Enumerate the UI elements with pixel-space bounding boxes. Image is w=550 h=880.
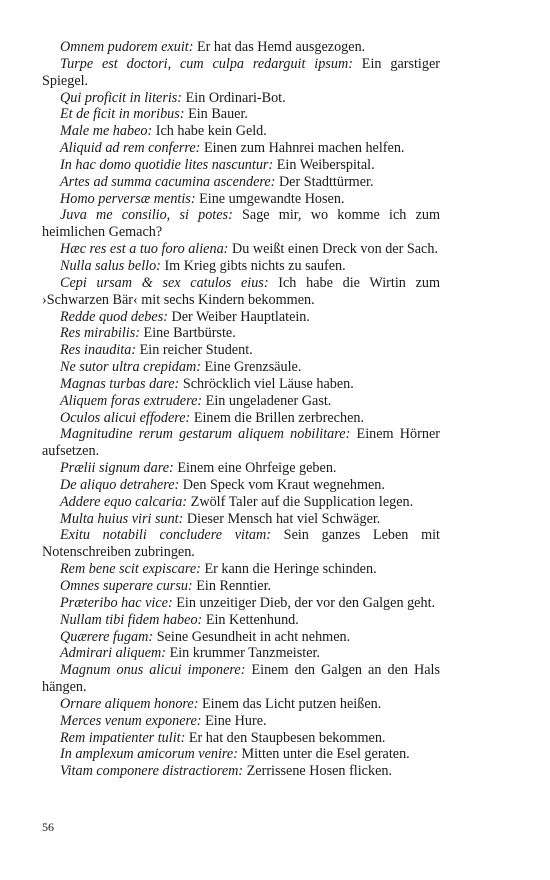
german-translation: Einen zum Hahnrei machen helfen.: [200, 140, 405, 157]
proverb-entry: [42, 174, 440, 191]
latin-phrase: Præteribo hac vice:: [60, 594, 173, 611]
latin-phrase: Quærere fugam:: [60, 628, 154, 645]
german-translation: Ein krummer Tanzmeister.: [166, 645, 320, 662]
german-translation: Ich habe kein Geld.: [152, 123, 267, 140]
proverb-entry: [42, 612, 440, 629]
latin-phrase: Multa huius viri sunt:: [60, 510, 184, 527]
german-translation: Zwölf Taler auf die Supplication legen.: [187, 493, 414, 510]
latin-phrase: Turpe est doctori, cum culpa redarguit ipsum:: [60, 55, 353, 72]
proverb-entry: [42, 645, 440, 662]
latin-phrase: Res mirabilis:: [60, 325, 140, 342]
latin-phrase: In amplexum amicorum venire:: [60, 746, 238, 763]
latin-phrase: Res inaudita:: [60, 342, 137, 359]
german-translation: Ein unzeitiger Dieb, der vor den Galgen geht.: [172, 594, 436, 611]
german-translation: Mitten unter die Esel geraten.: [237, 746, 410, 763]
german-translation: Der Stadttürmer.: [275, 173, 374, 190]
latin-phrase: Et de ficit in moribus:: [60, 106, 185, 123]
latin-phrase: Artes ad summa cacumina ascendere:: [60, 173, 276, 190]
german-translation: Den Speck vom Kraut wegnehmen.: [179, 476, 385, 493]
proverb-entry: [42, 730, 440, 747]
latin-phrase: Male me habeo:: [60, 123, 153, 140]
proverb-entry: [42, 342, 440, 359]
latin-phrase: Magnitudine rerum gestarum aliquem nobilitare:: [60, 426, 351, 443]
german-translation: Der Weiber Hauptlatein.: [167, 308, 310, 325]
latin-phrase: De aliquo detrahere:: [60, 476, 180, 493]
proverb-entry: [42, 309, 440, 326]
latin-phrase: Nullam tibi fidem habeo:: [60, 611, 203, 628]
latin-phrase: Redde quod debes:: [60, 308, 168, 325]
text-column: [42, 39, 440, 780]
german-translation: Ein Renntier.: [192, 578, 272, 594]
german-translation: Ein garstiger Spiegel.: [42, 55, 440, 89]
proverb-entry: [42, 494, 440, 511]
german-translation: Einem die Brillen zerbrechen.: [190, 409, 365, 426]
german-translation: Ein reicher Student.: [136, 342, 253, 359]
proverb-entry: [42, 746, 440, 763]
latin-phrase: Rem impatienter tulit:: [60, 729, 186, 746]
proverb-entry: [42, 561, 440, 578]
german-translation: Dieser Mensch hat viel Schwäger.: [183, 510, 381, 527]
german-translation: Er hat den Staupbesen bekommen.: [185, 729, 386, 746]
latin-phrase: Qui proficit in literis:: [60, 89, 183, 106]
proverb-entry: [42, 595, 440, 612]
proverb-entry: [42, 325, 440, 342]
german-translation: Einem das Licht putzen heißen.: [198, 695, 382, 712]
latin-phrase: Magnas turbas dare:: [60, 375, 180, 392]
latin-phrase: Exitu notabili concludere vitam:: [60, 527, 271, 544]
proverb-entry: [42, 662, 440, 696]
proverb-entry: [42, 426, 440, 460]
german-translation: Eine Grenzsäule.: [200, 359, 302, 376]
latin-phrase: Aliquid ad rem conferre:: [60, 140, 201, 157]
german-translation: Zerrissene Hosen flicken.: [243, 763, 393, 780]
proverb-entry: [42, 106, 440, 123]
proverb-entry: [42, 578, 440, 595]
german-translation: Ein Kettenhund.: [202, 611, 299, 628]
proverb-entry: [42, 527, 440, 561]
proverb-entry: [42, 140, 440, 157]
german-translation: Ich habe die Wirtin zum ›Schwarzen Bär‹ mit sechs Kindern bekommen.: [42, 274, 440, 308]
latin-phrase: Addere equo calcaria:: [60, 493, 188, 510]
german-translation: Ein ungeladener Gast.: [202, 392, 332, 409]
latin-phrase: Nulla salus bello:: [60, 257, 161, 274]
latin-phrase: Rem bene scit expiscare:: [60, 561, 201, 578]
german-translation: Ein Bauer.: [184, 106, 248, 123]
proverb-entry: [42, 275, 440, 309]
proverb-entry: [42, 258, 440, 275]
german-translation: Seine Gesundheit in acht nehmen.: [153, 628, 351, 645]
proverb-entry: [42, 713, 440, 730]
german-translation: Eine umgewandte Hosen.: [195, 190, 345, 207]
latin-phrase: Hæc res est a tuo foro aliena:: [60, 241, 229, 258]
german-translation: Einem den Galgen an den Hals hängen.: [42, 662, 440, 696]
latin-phrase: Prælii signum dare:: [60, 460, 174, 477]
latin-phrase: Homo perversæ mentis:: [60, 190, 196, 207]
proverb-entry: [42, 477, 440, 494]
german-translation: Sage mir, wo komme ich zum heimlichen Gemach?: [42, 207, 440, 241]
latin-phrase: Juva me consilio, si potes:: [60, 207, 233, 224]
proverb-entry: [42, 39, 440, 56]
latin-phrase: Oculos alicui effodere:: [60, 409, 191, 426]
latin-phrase: Aliquem foras extrudere:: [60, 392, 203, 409]
german-translation: Schröcklich viel Läuse haben.: [179, 375, 354, 392]
german-translation: Er kann die Heringe schinden.: [200, 561, 377, 578]
german-translation: Ein Ordinari-Bot.: [182, 89, 286, 106]
german-translation: Einem eine Ohrfeige geben.: [173, 460, 337, 477]
latin-phrase: Merces venum exponere:: [60, 712, 202, 729]
proverb-entry: [42, 123, 440, 140]
proverb-entry: [42, 359, 440, 376]
german-translation: Sein ganzes Leben mit Notenschreiben zubringen.: [42, 527, 440, 561]
german-translation: Im Krieg gibts nichts zu saufen.: [160, 257, 346, 274]
latin-phrase: Omnes superare cursu:: [60, 578, 193, 594]
proverb-entry: [42, 696, 440, 713]
proverb-entry: [42, 191, 440, 208]
german-translation: Ein Weiberspital.: [273, 156, 375, 173]
proverb-entry: [42, 157, 440, 174]
proverb-entry: [42, 629, 440, 646]
proverb-entry: [42, 763, 440, 780]
latin-phrase: Cepi ursam & sex catulos eius:: [60, 274, 269, 291]
proverb-entry: [42, 376, 440, 393]
latin-phrase: Vitam componere distractiorem:: [60, 763, 244, 780]
proverb-entry: [42, 207, 440, 241]
proverb-entry: [42, 393, 440, 410]
german-translation: Eine Hure.: [201, 712, 267, 729]
latin-phrase: Ne sutor ultra crepidam:: [60, 359, 201, 376]
latin-phrase: Admirari aliquem:: [60, 645, 167, 662]
proverb-entry: [42, 460, 440, 477]
proverb-entry: [42, 410, 440, 427]
proverb-entry: [42, 90, 440, 107]
latin-phrase: Ornare aliquem honore:: [60, 695, 199, 712]
proverb-entry: [42, 241, 440, 258]
page-number: 56: [42, 820, 54, 834]
latin-phrase: Omnem pudorem exuit:: [60, 39, 194, 55]
latin-phrase: In hac domo quotidie lites nascuntur:: [60, 156, 274, 173]
german-translation: Er hat das Hemd ausgezogen.: [193, 39, 366, 55]
german-translation: Du weißt einen Dreck von der Sach.: [228, 241, 438, 258]
latin-phrase: Magnum onus alicui imponere:: [60, 662, 246, 679]
german-translation: Eine Bartbürste.: [140, 325, 236, 342]
proverb-entry: [42, 56, 440, 90]
proverb-entry: [42, 511, 440, 528]
german-translation: Einem Hörner aufsetzen.: [42, 426, 440, 460]
